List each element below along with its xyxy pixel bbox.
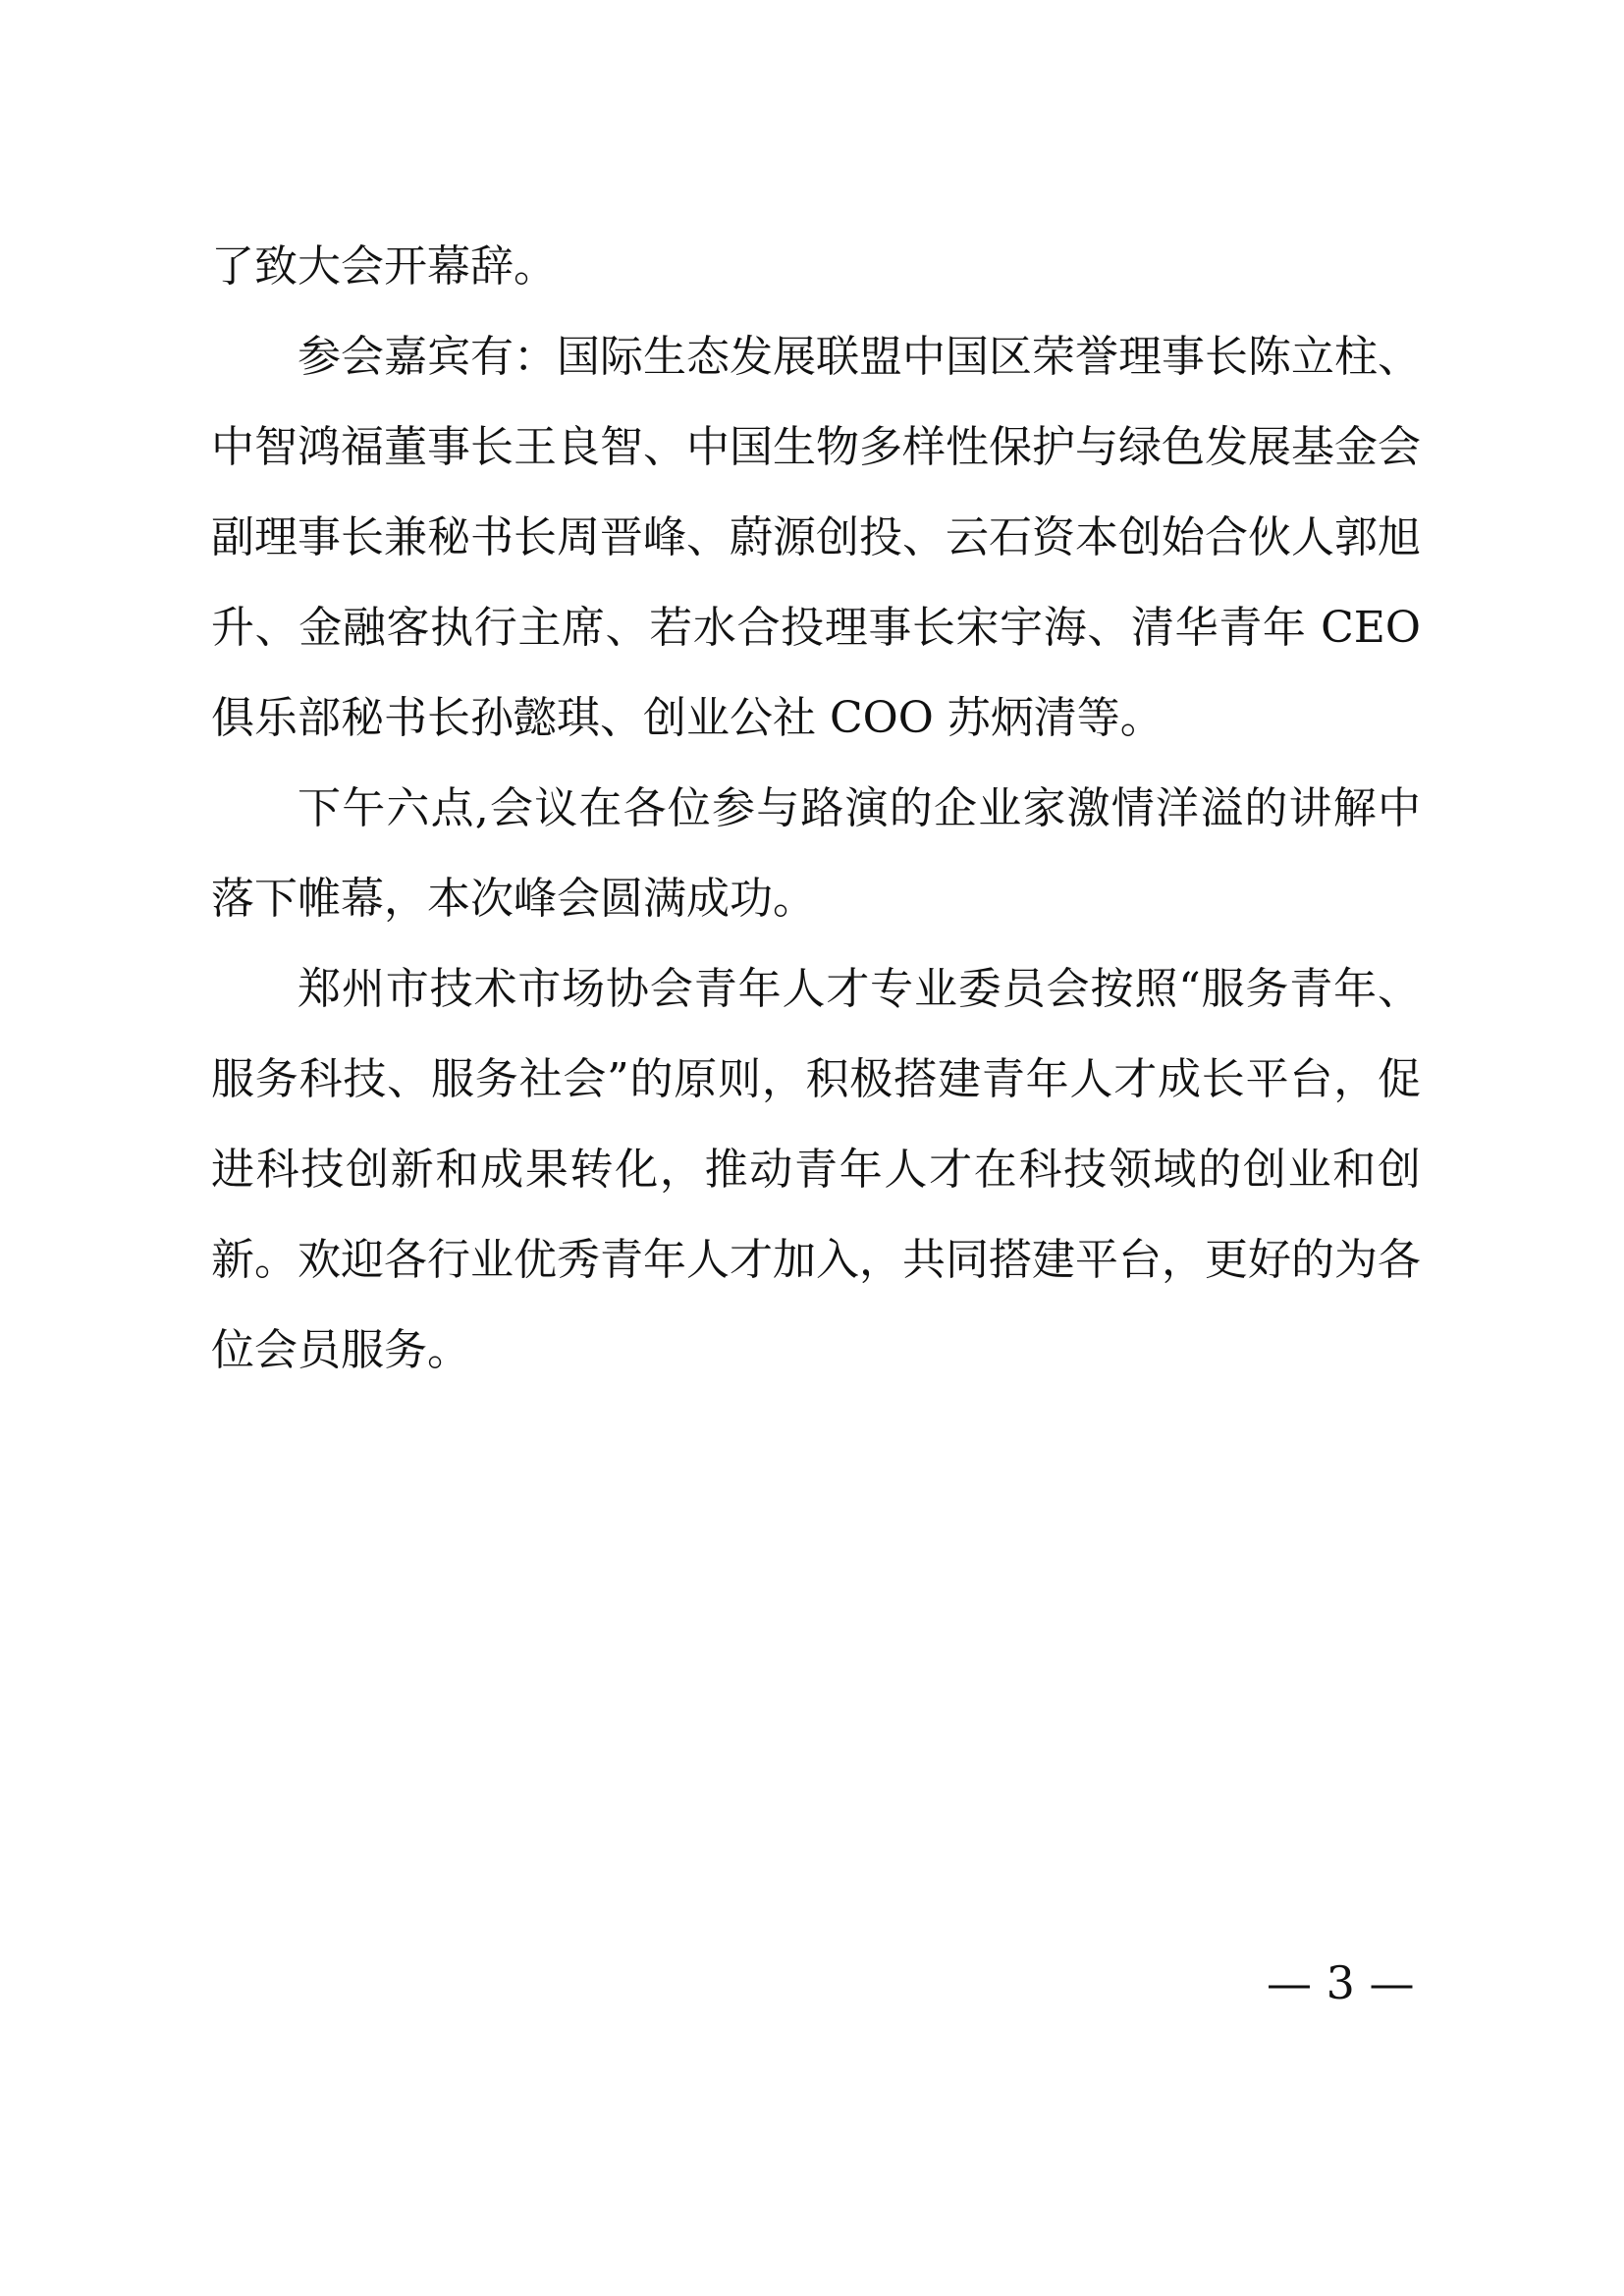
text-line-2: 参会嘉宾有：国际生态发展联盟中国区荣誉理事长陈立柱、	[298, 332, 1421, 382]
page-number: — 3 —	[1267, 1956, 1415, 2009]
text-line-8: 落下帷幕，本次峰会圆满成功。	[211, 874, 816, 924]
text-line-1: 了致大会开幕辞。	[211, 241, 557, 292]
text-line-9: 郑州市技术市场协会青年人才专业委员会按照“服务青年、	[298, 964, 1421, 1014]
text-line-4: 副理事长兼秘书长周晋峰、蔚源创投、云石资本创始合伙人郭旭	[211, 512, 1421, 562]
text-line-6: 俱乐部秘书长孙懿琪、创业公社 COO 苏炳清等。	[211, 693, 1164, 743]
text-line-10: 服务科技、服务社会”的原则，积极搭建青年人才成长平台，促	[211, 1054, 1421, 1104]
text-line-5: 升、金融客执行主席、若水合投理事长宋宇海、清华青年 CEO	[211, 603, 1421, 653]
text-line-11: 进科技创新和成果转化，推动青年人才在科技领域的创业和创	[211, 1145, 1421, 1195]
text-line-7: 下午六点,会议在各位参与路演的企业家激情洋溢的讲解中	[298, 783, 1421, 833]
text-line-13: 位会员服务。	[211, 1325, 470, 1375]
text-line-12: 新。欢迎各行业优秀青年人才加入，共同搭建平台，更好的为各	[211, 1235, 1421, 1285]
text-line-3: 中智鸿福董事长王良智、中国生物多样性保护与绿色发展基金会	[211, 422, 1421, 472]
body-text	[211, 222, 1421, 1396]
